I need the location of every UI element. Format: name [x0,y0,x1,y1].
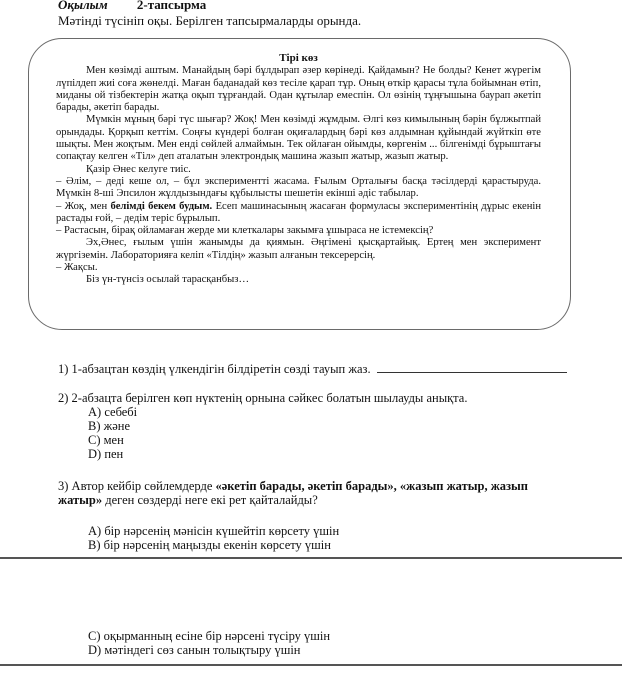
question-1-text: 1) 1-абзацтан көздің үлкендігін білдіретін сөзді тауып жаз. [58,362,371,376]
page-divider [0,557,622,559]
q2-option-a[interactable]: А) себебі [88,405,138,419]
question-3-suffix: деген сөздерді неге екі рет қайталайды? [102,493,318,507]
q2-option-b[interactable]: В) және [88,419,131,433]
q2-option-d[interactable]: D) пен [88,447,124,461]
q3-option-d[interactable]: D) мәтіндегі сөз санын толықтыру үшін [88,643,301,657]
passage-paragraph-6: – Растасын, бірақ ойламаған жерде ми клеткалары закымға ұшыраса не істемексің? [56,225,434,237]
passage-paragraph-1: Мен көзімді аштым. Манайдың бәрі бұлдырап әзер көрінеді. Қайдамын? Не болды? Кенет жүрегім лүпілдеп жиі соға жөнелді. Маған баданадай көз тесіле қарап тұр. Оның өткір қарасы тұла бойымнан өтіп, миданы ой тізбектерін жатқа оқып тұрғандай. Одан құтылар емеспін. Ол өзінің тұңғышына баурап әкетіп барады, әкетіп барады. [56,65,541,114]
passage-paragraph-5 [56,201,541,226]
section-label: Оқылым [58,0,108,12]
passage-paragraph-7: Эх,Әнес, ғылым үшін жанымды да қиямын. Әңгімені қысқартайық. Ертең мен эксперимент жүргіземін. Лабораторияға келіп «Тілдің» жазып алғанын тексерерсің. [56,237,541,261]
p5-dash: – Жоқ, мен [56,200,111,212]
question-3-quoted: «әкетіп барады, әкетіп барады», «жазып жатыр, жазып жатыр» [58,479,528,507]
question-3-prefix: 3) Автор кейбір сөйлемдерде [58,479,216,493]
passage-paragraph-8: – Жақсы. [56,262,98,274]
p5-rest: Есеп машинасының жасаған формуласы экспериментінің дұрыс екенін растады ғой, – дедім теріс бұрылып. [56,200,541,224]
passage-paragraph-9: Біз үн-түнсіз осылай тарасқанбыз… [86,274,250,286]
question-2-text: 2) 2-абзацта берілген көп нүктенің орнына сәйкес болатын шылауды анықта. [58,391,468,405]
passage [56,52,541,287]
answer-line[interactable] [377,362,567,373]
passage-paragraph-3: Қазір Әнес келуге тиіс. [86,163,191,175]
instruction-text: Мәтінді түсініп оқы. Берілген тапсырмаларды орында. [58,13,362,28]
q3-option-c[interactable]: С) оқырманның есіне бір нәрсені түсіру үшін [88,629,331,643]
header [58,0,206,12]
task-label: 2-тапсырма [136,0,207,12]
q3-option-a[interactable]: А) бір нәрсенің мәнісін күшейтіп көрсету үшін [88,524,340,538]
passage-paragraph-4: – Әлім, – деді кеше ол, – бұл экспериментті жасама. Ғылым Орталығы басқа тәсілдерді қарастыруда. Мүмкін 8-ші Эпсилон жұлдызындағы құбылысты шешетін екінші әдіс табылар. [56,175,541,200]
passage-title: Тірі көз [279,52,318,64]
q2-option-c[interactable]: С) мен [88,433,124,447]
page-bottom-divider [0,664,622,666]
question-1 [58,362,567,376]
q3-option-b[interactable]: В) бір нәрсенің маңызды екенін көрсету үшін [88,538,331,552]
passage-paragraph-2: Мүмкін мұның бәрі түс шығар? Жоқ! Мен көзімді жұмдым. Әлгі көз кимылының бәрін бұлжытпай орындады. Қорқып кеттім. Соңғы күндері болған оқиғалардың бәрі көз алдымнан құйындай жүйткіп өте шықты. Мен жоқтым. Мен енді сөйлей алмаймын. Тек ойлаған ойымды, көргенім ... білгенімді бұрыштағы сопақтау келген «Тіл» деп аталатын электрондық машина жазып жатыр, жазып жатыр. [56,114,541,163]
question-3 [58,479,558,507]
p5-bold: белімді бекем будым. [110,200,213,212]
